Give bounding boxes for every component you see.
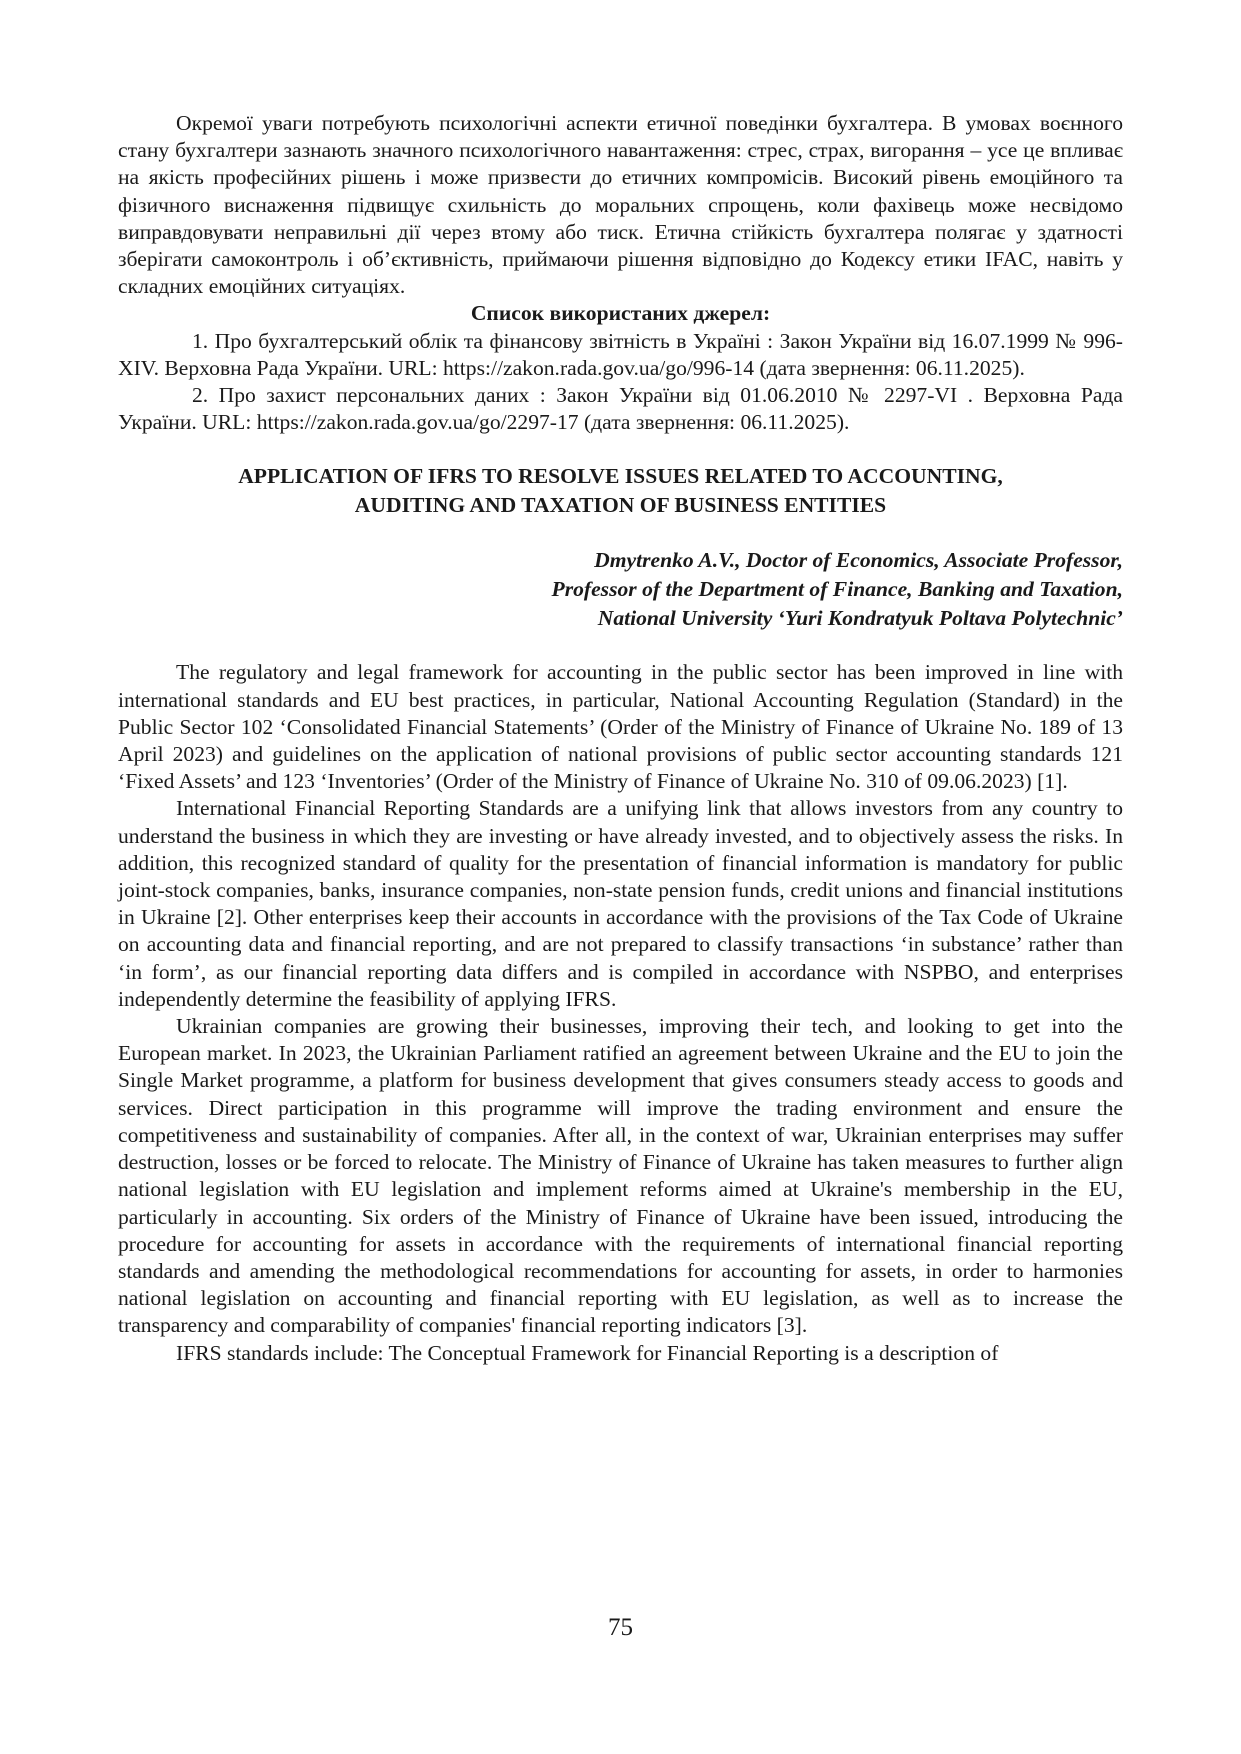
body-paragraph: The regulatory and legal framework for accounting in the public sector has been improved in line with international standards and EU best practices, in particular, National Accounting Regulation (Standard) in the Public Sector 102 ‘Consolidated Financial Statements’ (Order of the Ministry of Finance of Ukraine No. 189 of 13 April 2023) and guidelines on the application of national provisions of public sector accounting standards 121 ‘Fixed Assets’ and 123 ‘Inventories’ (Order of the Ministry of Finance of Ukraine No. 310 of 09.06.2023) [1]. <box>118 660 1123 794</box>
page-number: 75 <box>608 1614 633 1641</box>
body-paragraph: Ukrainian companies are growing their businesses, improving their tech, and looking to get into the European market. In 2023, the Ukrainian Parliament ratified an agreement between Ukraine and the EU to join the Single Market programme, a platform for business development that gives consumers steady access to goods and services. Direct participation in this programme will improve the trading environment and ensure the competitiveness and sustainability of companies. After all, in the context of war, Ukrainian enterprises may suffer destruction, losses or be forced to relocate. The Ministry of Finance of Ukraine has taken measures to further align national legislation with EU legislation and implement reforms aimed at Ukraine's membership in the EU, particularly in accounting. Six orders of the Ministry of Finance of Ukraine have been issued, introducing the procedure for accounting for assets in accordance with the requirements of international financial reporting standards and amending the methodological recommendations for accounting for assets, in order to harmonies national legislation on accounting and financial reporting with EU legislation, as well as to increase the transparency and comparability of companies' financial reporting indicators [3]. <box>118 1014 1123 1338</box>
article-title-line: AUDITING AND TAXATION OF BUSINESS ENTITIES <box>354 493 887 518</box>
reference-item: 1. Про бухгалтерський облік та фінансову звітність в Україні : Закон України від 16.07.1999 № 996-XIV. Верховна Рада України. URL: https://zakon.rada.gov.ua/go/996-14 (дата звернення: 06.11.2025). <box>118 328 1123 380</box>
document-page <box>118 110 1123 1367</box>
body-paragraph: IFRS standards include: The Conceptual Framework for Financial Reporting is a description of <box>176 1340 999 1365</box>
author-line: Dmytrenko A.V., Doctor of Economics, Associate Professor, <box>594 548 1123 573</box>
author-line: National University ‘Yuri Kondratyuk Poltava Polytechnic’ <box>597 606 1123 631</box>
author-line: Professor of the Department of Finance, Banking and Taxation, <box>551 577 1123 602</box>
references-heading: Список використаних джерел: <box>470 301 771 326</box>
author-block <box>118 546 1123 633</box>
body-paragraph: International Financial Reporting Standards are a unifying link that allows investors from any country to understand the business in which they are investing or have already invested, and to objectively assess the risks. In addition, this recognized standard of quality for the presentation of financial information is mandatory for public joint-stock companies, banks, insurance companies, non-state pension funds, credit unions and financial institutions in Ukraine [2]. Other enterprises keep their accounts in accordance with the provisions of the Tax Code of Ukraine on accounting data and financial reporting, and are not prepared to classify transactions ‘in substance’ rather than ‘in form’, as our financial reporting data differs and is compiled in accordance with NSPBO, and enterprises independently determine the feasibility of applying IFRS. <box>118 796 1123 1011</box>
article-body <box>118 659 1123 1366</box>
article-title <box>118 462 1123 520</box>
article-title-line: APPLICATION OF IFRS TO RESOLVE ISSUES RELATED TO ACCOUNTING, <box>238 464 1003 489</box>
ua-paragraph: Окремої уваги потребують психологічні аспекти етичної поведінки бухгалтера. В умовах воєнного стану бухгалтери зазнають значного психологічного навантаження: стрес, страх, вигорання – усе це впливає на якість професійних рішень і може призвести до етичних компромісів. Високий рівень емоційного та фізичного виснаження підвищує схильність до моральних спрощень, коли фахівець може несвідомо виправдовувати неправильні дії через втому або тиск. Етична стійкість бухгалтера полягає у здатності зберігати самоконтроль і об’єктивність, приймаючи рішення відповідно до Кодексу етики IFAC, навіть у складних емоційних ситуаціях. <box>118 111 1123 299</box>
reference-item: 2. Про захист персональних даних : Закон України від 01.06.2010 № 2297-VI . Верховна Рада України. URL: https://zakon.rada.gov.ua/go/2297-17 (дата звернення: 06.11.2025). <box>118 383 1123 435</box>
